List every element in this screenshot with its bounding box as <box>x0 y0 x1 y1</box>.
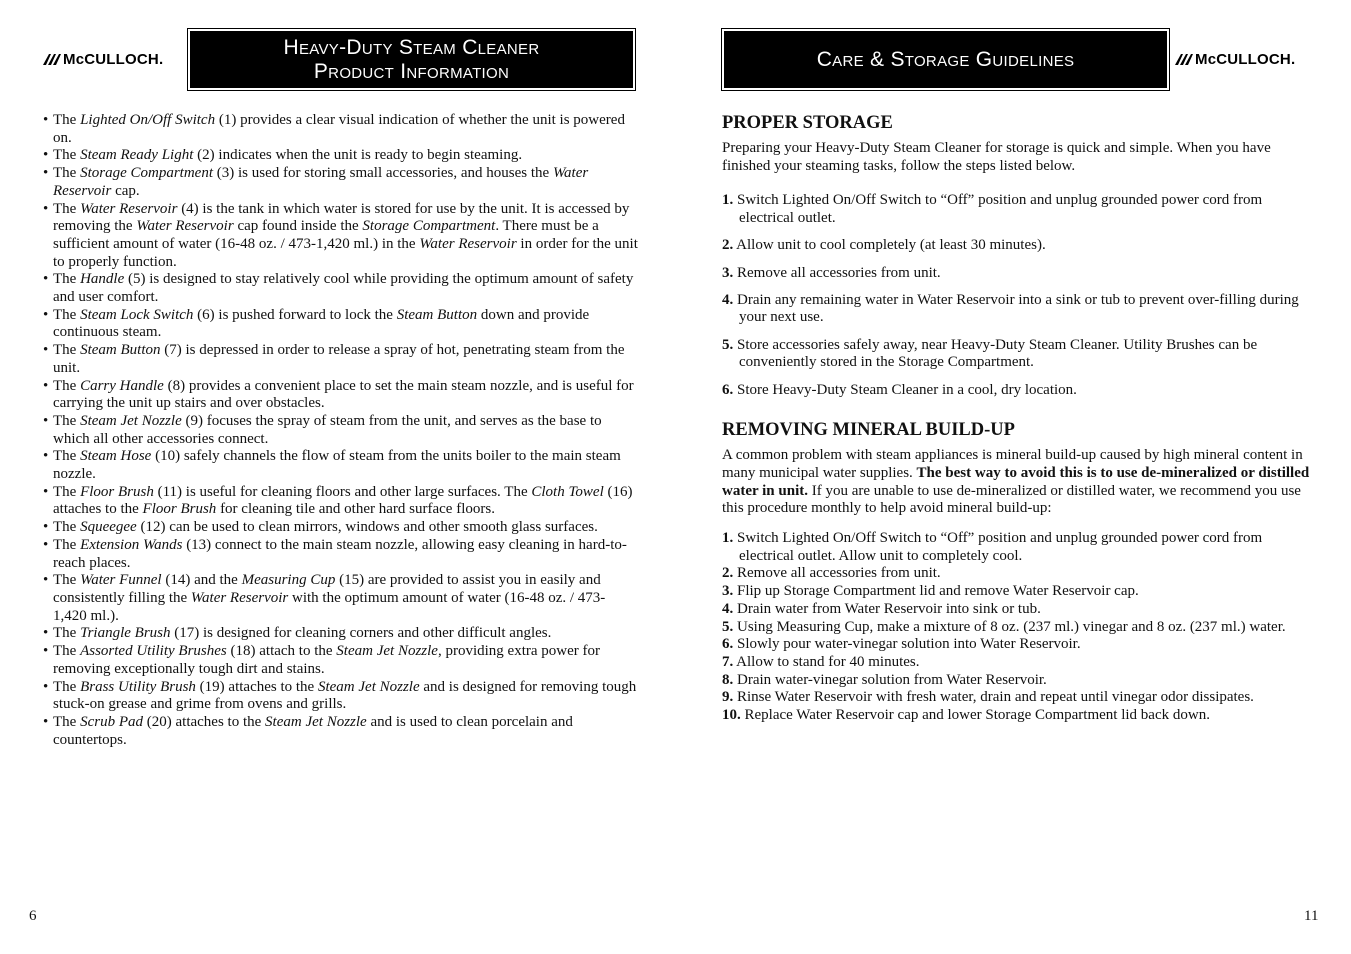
list-item <box>43 271 638 306</box>
left-title-line1: Heavy-Duty Steam Cleaner <box>283 35 540 59</box>
step-number: 2. <box>722 565 734 582</box>
bullet-icon: • <box>43 306 49 323</box>
left-title-line2: Product Information <box>313 59 510 83</box>
item-text: The <box>53 306 81 323</box>
list-item <box>43 572 638 625</box>
bullet-icon: • <box>43 147 49 164</box>
item-text: for cleaning tile and other hard surface floors. <box>216 501 495 518</box>
bullet-icon: • <box>43 112 49 128</box>
step-number: 5. <box>722 618 734 635</box>
list-item <box>43 537 638 572</box>
item-text: (18) attach to the <box>226 643 337 660</box>
step-item <box>722 382 1312 400</box>
brand-name: McCULLOCH. <box>63 51 164 68</box>
step-text: Replace Water Reservoir cap and lower Storage Compartment lid back down. <box>740 707 1210 724</box>
step-number: 2. <box>722 237 734 254</box>
part-name: Water Funnel <box>80 572 162 589</box>
part-name: Measuring Cup <box>241 572 336 589</box>
step-item <box>722 530 1312 565</box>
step-number: 1. <box>722 530 734 547</box>
part-name: Water Reservoir <box>80 200 178 217</box>
step-number: 7. <box>722 653 734 670</box>
item-text: The <box>53 412 81 429</box>
list-item <box>43 448 638 483</box>
step-number: 3. <box>722 264 734 281</box>
part-name: Triangle Brush <box>80 625 171 642</box>
mineral-heading: REMOVING MINERAL BUILD-UP <box>722 420 1015 441</box>
care-guidelines <box>722 112 1312 725</box>
item-text: (10) safely channels the flow of steam from the units boiler to the main steam nozzle. <box>53 448 621 483</box>
step-number: 1. <box>722 192 734 209</box>
item-text: The <box>53 147 81 164</box>
item-text: (5) is designed to stay relatively cool while providing the optimum amount of safety and user comfort. <box>53 271 634 306</box>
step-number: 9. <box>722 689 734 706</box>
bullet-icon: • <box>43 165 49 182</box>
list-item <box>43 643 638 678</box>
item-text: (17) is designed for cleaning corners and other difficult angles. <box>170 625 552 642</box>
step-number: 6. <box>722 381 734 398</box>
item-text: (20) attaches to the <box>143 713 266 730</box>
step-text: Switch Lighted On/Off Switch to “Off” position and unplug grounded power cord from electrical outlet. Allow unit to completely cool. <box>733 530 1263 564</box>
part-name: Steam Hose <box>80 448 152 465</box>
part-name: Extension Wands <box>80 536 183 553</box>
bullet-icon: • <box>43 271 49 288</box>
part-name: Assorted Utility Brushes <box>80 643 227 660</box>
mineral-intro-text-2: If you are unable to use de-mineralized or distilled water, we recommend you use this procedure monthly to help avoid mineral build-up: <box>722 482 1301 517</box>
item-text: (7) is depressed in order to release a spray of hot, penetrating steam from the unit. <box>53 342 625 376</box>
bullet-icon: • <box>43 625 49 642</box>
mineral-intro-text: A common problem with steam appliances is mineral build-up caused by high mineral content in many municipal water supplies. <box>722 447 1303 481</box>
bullet-icon: • <box>43 643 49 660</box>
step-item <box>722 565 1312 583</box>
step-item <box>722 707 1312 725</box>
item-text: down and provide continuous steam. <box>53 306 590 341</box>
item-text: (13) connect to the main steam nozzle, allowing easy cleaning in hard-to-reach places. <box>53 536 627 571</box>
left-page-title <box>190 31 633 88</box>
brand-logo-right <box>1175 51 1295 68</box>
item-text: (2) indicates when the unit is ready to begin steaming. <box>193 147 523 164</box>
step-item <box>722 601 1312 619</box>
item-text: The <box>53 713 81 730</box>
storage-steps <box>722 192 1312 399</box>
step-text: Switch Lighted On/Off Switch to “Off” position and unplug grounded power cord from electrical outlet. <box>733 192 1263 227</box>
item-text: The <box>53 643 81 660</box>
list-item <box>43 342 638 377</box>
page-number-left: 6 <box>29 908 37 924</box>
step-item <box>722 689 1312 707</box>
item-text: The <box>53 165 81 182</box>
item-text: The <box>53 483 81 500</box>
item-text: The <box>53 625 81 642</box>
step-number: 3. <box>722 583 734 600</box>
mineral-steps <box>722 530 1312 725</box>
item-text: . There must be a sufficient amount of water (16-48 oz. / 473-1,420 ml.) in the <box>53 218 599 252</box>
part-name: Storage Compartment <box>80 165 213 182</box>
list-item <box>43 307 638 342</box>
bullet-icon: • <box>43 448 49 465</box>
step-text: Drain water-vinegar solution from Water Reservoir. <box>733 671 1047 688</box>
item-text: The <box>53 448 81 465</box>
bullet-icon: • <box>43 536 49 553</box>
part-name: Steam Button <box>80 342 161 359</box>
item-text: (14) and the <box>161 572 242 589</box>
list-item <box>43 165 638 200</box>
bullet-icon: • <box>43 678 49 695</box>
part-name: Water Reservoir <box>53 165 589 199</box>
item-text: (19) attaches to the <box>195 678 318 695</box>
part-name: Floor Brush <box>80 483 154 500</box>
bullet-icon: • <box>43 200 49 217</box>
part-name: Steam Button <box>396 306 478 323</box>
item-text: The <box>53 112 81 128</box>
part-name: Steam Jet Nozzle <box>80 412 182 429</box>
right-title-text: Care & Storage Guidelines <box>816 47 1075 71</box>
item-text: with the optimum amount of water (16-48 oz. / 473-1,420 ml.). <box>53 589 606 624</box>
storage-intro: Preparing your Heavy-Duty Steam Cleaner for storage is quick and simple. When you have finished your steaming tasks, follow the steps listed below. <box>722 140 1271 174</box>
list-item <box>43 147 638 165</box>
item-text: cap found inside the <box>233 218 363 235</box>
step-number: 6. <box>722 636 734 653</box>
step-number: 4. <box>722 291 734 308</box>
step-text: Store Heavy-Duty Steam Cleaner in a cool, dry location. <box>733 381 1077 398</box>
list-item <box>43 519 638 537</box>
part-name: Scrub Pad <box>80 713 143 730</box>
brand-name: McCULLOCH. <box>1195 51 1296 68</box>
chainsaw-logo-icon <box>1175 54 1193 65</box>
step-item <box>722 265 1312 283</box>
part-name: Storage Compartment <box>362 218 496 235</box>
bullet-icon: • <box>43 342 49 359</box>
feature-list <box>43 112 638 749</box>
step-item <box>722 337 1312 372</box>
step-text: Remove all accessories from unit. <box>733 264 941 281</box>
list-item <box>43 201 638 272</box>
item-text: (3) is used for storing small accessories, and houses the <box>213 165 553 182</box>
item-text: The <box>53 342 81 359</box>
mineral-intro <box>722 447 1312 518</box>
step-item <box>722 636 1312 654</box>
step-text: Allow to stand for 40 minutes. <box>733 653 920 670</box>
list-item <box>43 413 638 448</box>
item-text: in order for the unit to properly function. <box>53 235 638 270</box>
brand-logo <box>43 51 163 68</box>
step-item <box>722 619 1312 637</box>
item-text: (12) can be used to clean mirrors, windows and other smooth glass surfaces. <box>136 519 598 536</box>
step-text: Using Measuring Cup, make a mixture of 8 oz. (237 ml.) vinegar and 8 oz. (237 ml.) water. <box>733 618 1286 635</box>
step-text: Drain water from Water Reservoir into sink or tub. <box>733 600 1041 617</box>
item-text: The <box>53 271 81 288</box>
bullet-icon: • <box>43 412 49 429</box>
part-name: Steam Jet Nozzle <box>265 713 367 730</box>
step-item <box>722 292 1312 327</box>
part-name: Squeegee <box>80 519 137 536</box>
list-item <box>43 714 638 749</box>
item-text: (8) provides a convenient place to set the main steam nozzle, and is useful for carrying the unit up stairs and over obstacles. <box>53 377 634 412</box>
step-item <box>722 672 1312 690</box>
item-text: (11) is useful for cleaning floors and other large surfaces. The <box>153 483 532 500</box>
bullet-icon: • <box>43 483 49 500</box>
right-page-title <box>724 31 1167 88</box>
item-text: The <box>53 519 81 536</box>
bullet-icon: • <box>43 519 49 536</box>
step-item <box>722 654 1312 672</box>
item-text: (4) is the tank in which water is stored for use by the unit. It is accessed by removing the <box>53 200 630 235</box>
part-name: Steam Jet Nozzle <box>317 678 420 695</box>
item-text: , providing extra power for removing exceptionally tough dirt and stains. <box>53 643 600 677</box>
part-name: Steam Jet Nozzle <box>336 643 438 660</box>
item-text: (6) is pushed forward to lock the <box>193 306 397 323</box>
bullet-icon: • <box>43 572 49 589</box>
step-number: 10. <box>722 707 741 724</box>
item-text: (1) provides a clear visual indication of whether the unit is powered on. <box>53 112 625 146</box>
part-name: Steam Ready Light <box>80 147 194 164</box>
list-item <box>43 679 638 714</box>
step-text: Store accessories safely away, near Heavy-Duty Steam Cleaner. Utility Brushes can be conveniently stored in the Storage Compartment. <box>733 336 1258 371</box>
part-name: Cloth Towel <box>531 483 604 500</box>
part-name: Carry Handle <box>80 377 164 394</box>
step-number: 4. <box>722 600 734 617</box>
chainsaw-logo-icon <box>43 54 61 65</box>
step-text: Slowly pour water-vinegar solution into Water Reservoir. <box>733 636 1081 653</box>
bullet-icon: • <box>43 377 49 394</box>
item-text: The <box>53 377 81 394</box>
step-text: Flip up Storage Compartment lid and remove Water Reservoir cap. <box>733 583 1139 600</box>
part-name: Steam Lock Switch <box>80 306 194 323</box>
list-item <box>43 625 638 643</box>
step-text: Rinse Water Reservoir with fresh water, drain and repeat until vinegar odor dissipates. <box>733 689 1254 706</box>
bullet-icon: • <box>43 713 49 730</box>
part-name: Water Reservoir <box>136 218 234 235</box>
list-item <box>43 112 638 147</box>
step-text: Allow unit to cool completely (at least 30 minutes). <box>733 237 1046 254</box>
item-text: The <box>53 536 81 553</box>
list-item <box>43 484 638 519</box>
item-text: and is used to clean porcelain and countertops. <box>53 713 573 748</box>
item-text: (16) attaches to the <box>53 483 633 518</box>
page-number-right: 11 <box>1304 908 1319 924</box>
item-text: (15) are provided to assist you in easily and consistently filling the <box>53 572 601 606</box>
item-text: The <box>53 572 81 589</box>
step-number: 8. <box>722 671 734 688</box>
part-name: Lighted On/Off Switch <box>80 112 216 128</box>
item-text: The <box>53 678 81 695</box>
list-item <box>43 378 638 413</box>
storage-heading: PROPER STORAGE <box>722 113 893 133</box>
step-number: 5. <box>722 336 734 353</box>
item-text: cap. <box>111 182 140 199</box>
step-text: Remove all accessories from unit. <box>733 565 941 582</box>
mineral-intro-bold: The best way to avoid this is to use de-mineralized or distilled water in unit. <box>722 464 1310 499</box>
item-text: The <box>53 200 81 217</box>
product-info-list-container <box>43 112 638 749</box>
part-name: Handle <box>80 271 125 288</box>
part-name: Floor Brush <box>142 501 217 518</box>
step-item <box>722 237 1312 255</box>
step-text: Drain any remaining water in Water Reservoir into a sink or tub to prevent over-filling during your next use. <box>733 291 1299 326</box>
step-item <box>722 192 1312 227</box>
part-name: Brass Utility Brush <box>80 678 196 695</box>
part-name: Water Reservoir <box>190 589 289 606</box>
step-item <box>722 583 1312 601</box>
part-name: Water Reservoir <box>419 235 517 252</box>
item-text: and is designed for removing tough stuck-on grease and grime from ovens and grills. <box>53 678 637 713</box>
item-text: (9) focuses the spray of steam from the unit, and serves as the base to which all other accessories connect. <box>53 412 602 447</box>
